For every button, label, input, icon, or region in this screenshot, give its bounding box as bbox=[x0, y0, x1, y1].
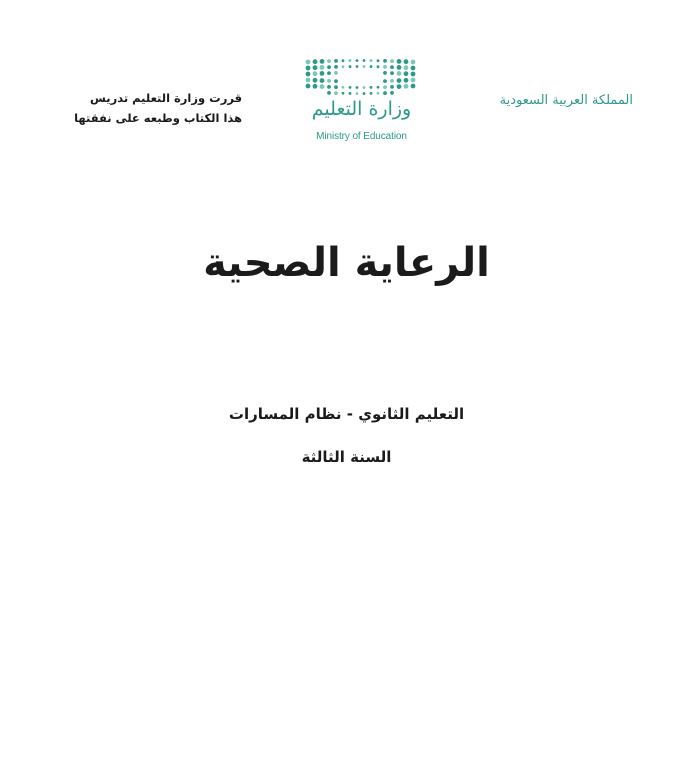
logo-dot bbox=[383, 59, 387, 63]
logo-dot bbox=[397, 59, 402, 64]
kingdom-label: المملكة العربية السعودية bbox=[499, 93, 633, 108]
logo-dot bbox=[404, 78, 409, 83]
logo-dot bbox=[320, 78, 325, 83]
logo-dot bbox=[327, 65, 331, 69]
logo-dot bbox=[313, 65, 318, 70]
logo-dot bbox=[356, 59, 359, 62]
logo-dot bbox=[377, 92, 380, 95]
logo-dot bbox=[383, 79, 387, 83]
approval-line-1: قررت وزارة التعليم تدريس bbox=[90, 91, 242, 105]
logo-dot bbox=[320, 71, 325, 76]
logo-dot bbox=[342, 65, 345, 68]
ministry-dots-icon bbox=[304, 58, 419, 96]
logo-dot bbox=[363, 59, 366, 62]
logo-dot bbox=[397, 65, 402, 70]
logo-dot bbox=[356, 92, 359, 95]
logo-dot bbox=[313, 59, 318, 64]
logo-dot bbox=[383, 71, 387, 75]
logo-dot bbox=[320, 84, 325, 89]
logo-dot bbox=[356, 65, 359, 68]
ministry-logo bbox=[304, 58, 419, 146]
logo-dot bbox=[349, 92, 352, 95]
logo-dot bbox=[363, 86, 366, 89]
logo-dot bbox=[334, 85, 338, 89]
logo-dot bbox=[377, 65, 380, 68]
logo-dot bbox=[349, 65, 352, 68]
logo-dot bbox=[342, 59, 345, 62]
logo-dot bbox=[327, 79, 331, 83]
logo-dot bbox=[356, 86, 359, 89]
logo-dot bbox=[320, 59, 325, 64]
logo-dot bbox=[327, 59, 331, 63]
logo-dot bbox=[306, 84, 311, 89]
logo-dot bbox=[313, 71, 318, 76]
logo-dot bbox=[397, 78, 402, 83]
logo-dot bbox=[320, 65, 325, 70]
logo-dot bbox=[411, 84, 416, 89]
logo-dot bbox=[342, 92, 345, 95]
logo-dot bbox=[306, 66, 311, 71]
logo-dot bbox=[334, 59, 338, 63]
logo-dot bbox=[370, 86, 373, 89]
logo-dot bbox=[334, 71, 338, 75]
logo-dot bbox=[390, 91, 394, 95]
logo-dot bbox=[383, 85, 387, 89]
logo-dot bbox=[390, 65, 394, 69]
logo-dot bbox=[334, 91, 338, 95]
book-title: الرعاية الصحية bbox=[203, 240, 490, 286]
logo-dot bbox=[377, 59, 380, 62]
logo-dot bbox=[370, 65, 373, 68]
logo-dot bbox=[411, 72, 416, 77]
logo-dot bbox=[411, 60, 416, 65]
logo-dot bbox=[313, 78, 318, 83]
logo-dot bbox=[404, 59, 409, 64]
logo-dot bbox=[411, 78, 416, 83]
logo-dot bbox=[397, 71, 402, 76]
logo-dot bbox=[370, 92, 373, 95]
logo-dot bbox=[377, 86, 380, 89]
logo-dot bbox=[363, 92, 366, 95]
logo-dot bbox=[404, 84, 409, 89]
logo-dot bbox=[349, 86, 352, 89]
logo-dot bbox=[370, 59, 373, 62]
logo-dot bbox=[334, 79, 338, 83]
logo-dot bbox=[404, 65, 409, 70]
logo-dot bbox=[397, 84, 402, 89]
logo-dot bbox=[390, 59, 394, 63]
logo-dot bbox=[349, 59, 352, 62]
logo-dot bbox=[306, 72, 311, 77]
logo-dot bbox=[327, 71, 331, 75]
logo-dot bbox=[390, 71, 394, 75]
logo-dot bbox=[390, 85, 394, 89]
logo-dot bbox=[404, 71, 409, 76]
logo-dot bbox=[327, 85, 331, 89]
logo-dot bbox=[306, 78, 311, 83]
logo-dot bbox=[327, 91, 331, 95]
school-year-label: السنة الثالثة bbox=[301, 448, 392, 466]
logo-dot bbox=[383, 65, 387, 69]
logo-dot bbox=[306, 60, 311, 65]
approval-line-2: هذا الكتاب وطبعه على نفقتها bbox=[74, 111, 242, 125]
logo-dot bbox=[334, 65, 338, 69]
approval-statement bbox=[64, 88, 242, 128]
ministry-name-english: Ministry of Education bbox=[316, 131, 407, 142]
logo-dot bbox=[363, 65, 366, 68]
logo-dot bbox=[383, 91, 387, 95]
logo-dot bbox=[313, 84, 318, 89]
program-label: التعليم الثانوي - نظام المسارات bbox=[228, 405, 465, 423]
logo-dot bbox=[411, 66, 416, 71]
ministry-name-arabic: وزارة التعليم bbox=[311, 98, 412, 120]
logo-dot bbox=[390, 79, 394, 83]
logo-dot bbox=[342, 86, 345, 89]
